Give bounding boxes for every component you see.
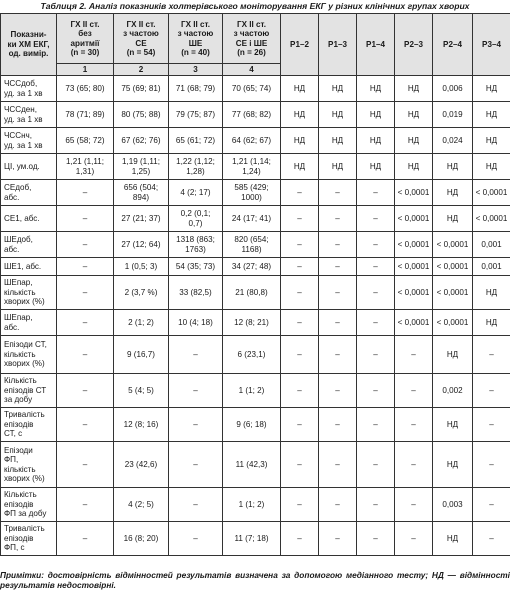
p-value-cell: НД	[433, 336, 473, 374]
group-value-cell: –	[169, 442, 223, 488]
p-value-cell: НД	[433, 180, 473, 206]
group-value-cell: 65 (58; 72)	[57, 128, 114, 154]
group-value-cell: –	[169, 374, 223, 408]
p-value-cell: < 0,0001	[395, 258, 433, 276]
p-value-cell: –	[395, 488, 433, 522]
group-value-cell: 16 (8; 20)	[114, 522, 169, 556]
group-value-cell: 11 (42,3)	[223, 442, 281, 488]
table-row	[1, 522, 510, 556]
table-body	[1, 76, 510, 556]
group-value-cell: 21 (80,8)	[223, 276, 281, 310]
p-value-cell: НД	[357, 128, 395, 154]
p-value-cell: НД	[319, 128, 357, 154]
p-value-cell: НД	[357, 102, 395, 128]
p-value-cell: –	[281, 276, 319, 310]
p-value-cell: –	[357, 276, 395, 310]
p-value-cell: –	[319, 374, 357, 408]
group-value-cell: –	[169, 488, 223, 522]
group-value-cell: –	[57, 258, 114, 276]
group-value-cell: 1,22 (1,12; 1,28)	[169, 154, 223, 180]
group-value-cell: 1318 (863; 1763)	[169, 232, 223, 258]
group-value-cell: 80 (75; 88)	[114, 102, 169, 128]
group-value-cell: 1 (1; 2)	[223, 488, 281, 522]
p-value-cell: –	[319, 408, 357, 442]
table-row	[1, 232, 510, 258]
row-label: Тривалість епізодів СТ, с	[1, 408, 57, 442]
p-value-cell: –	[357, 488, 395, 522]
group-value-cell: 54 (35; 73)	[169, 258, 223, 276]
p-value-cell: НД	[433, 154, 473, 180]
group-value-cell: –	[57, 206, 114, 232]
group-header: ГХ ІІ ст. з частою ШЕ (n = 40)	[169, 14, 223, 64]
group-value-cell: –	[57, 336, 114, 374]
p-value-cell: –	[357, 258, 395, 276]
p-value-cell: НД	[357, 76, 395, 102]
group-header: ГХ ІІ ст. без аритмії (n = 30)	[57, 14, 114, 64]
p-value-cell: < 0,0001	[433, 258, 473, 276]
group-value-cell: 27 (21; 37)	[114, 206, 169, 232]
p-value-cell: НД	[319, 76, 357, 102]
group-value-cell: 11 (7; 18)	[223, 522, 281, 556]
p-value-cell: –	[281, 258, 319, 276]
param-header: Показни- ки ХМ ЕКГ, од. вимір.	[1, 14, 57, 76]
p-value-cell: < 0,0001	[395, 276, 433, 310]
group-value-cell: 6 (23,1)	[223, 336, 281, 374]
p-value-cell: НД	[395, 76, 433, 102]
row-label: ШЕ1, абс.	[1, 258, 57, 276]
table-row	[1, 128, 510, 154]
p-value-cell: 0,024	[433, 128, 473, 154]
table-row	[1, 102, 510, 128]
group-value-cell: 33 (82,5)	[169, 276, 223, 310]
group-number: 3	[169, 64, 223, 76]
p-value-cell: –	[319, 276, 357, 310]
p-value-cell: –	[281, 206, 319, 232]
group-value-cell: 12 (8; 21)	[223, 310, 281, 336]
group-value-cell: 1 (0,5; 3)	[114, 258, 169, 276]
p-value-cell: –	[357, 206, 395, 232]
p-value-cell: 0,019	[433, 102, 473, 128]
group-value-cell: –	[57, 374, 114, 408]
group-value-cell: 27 (12; 64)	[114, 232, 169, 258]
p-value-cell: –	[319, 180, 357, 206]
group-value-cell: 65 (61; 72)	[169, 128, 223, 154]
table-row	[1, 374, 510, 408]
p-value-cell: –	[473, 522, 510, 556]
p-value-cell: –	[319, 258, 357, 276]
p-value-cell: –	[281, 488, 319, 522]
p-value-cell: 0,001	[473, 258, 510, 276]
group-value-cell: –	[57, 488, 114, 522]
table-title: Таблиця 2. Аналіз показників холтерівського моніторування ЕКГ у різних клінічних групах хворих	[40, 1, 470, 11]
p-value-cell: –	[357, 408, 395, 442]
group-value-cell: 9 (6; 18)	[223, 408, 281, 442]
group-value-cell: 585 (429; 1000)	[223, 180, 281, 206]
p-header: Р3–4	[473, 14, 510, 76]
group-value-cell: –	[57, 180, 114, 206]
p-value-cell: –	[319, 488, 357, 522]
p-value-cell: < 0,0001	[433, 276, 473, 310]
group-value-cell: 1,21 (1,14; 1,24)	[223, 154, 281, 180]
p-value-cell: < 0,0001	[395, 180, 433, 206]
group-value-cell: –	[57, 408, 114, 442]
row-label: ЧССден, уд. за 1 хв	[1, 102, 57, 128]
p-value-cell: 0,003	[433, 488, 473, 522]
group-value-cell: 1,19 (1,11; 1,25)	[114, 154, 169, 180]
row-label: ЦІ, ум.од.	[1, 154, 57, 180]
p-value-cell: –	[395, 336, 433, 374]
group-number: 4	[223, 64, 281, 76]
p-value-cell: 0,002	[433, 374, 473, 408]
table-row	[1, 76, 510, 102]
group-value-cell: 4 (2; 5)	[114, 488, 169, 522]
p-value-cell: НД	[395, 128, 433, 154]
p-value-cell: НД	[473, 154, 510, 180]
group-value-cell: –	[57, 276, 114, 310]
p-value-cell: НД	[395, 154, 433, 180]
p-header: Р2–4	[433, 14, 473, 76]
p-value-cell: –	[357, 232, 395, 258]
p-value-cell: –	[473, 408, 510, 442]
group-value-cell: 12 (8; 16)	[114, 408, 169, 442]
group-value-cell: 70 (65; 74)	[223, 76, 281, 102]
p-value-cell: –	[281, 374, 319, 408]
p-value-cell: < 0,0001	[395, 232, 433, 258]
p-value-cell: НД	[473, 310, 510, 336]
table-row	[1, 180, 510, 206]
p-value-cell: НД	[281, 128, 319, 154]
row-label: Кількість епізодів СТ за добу	[1, 374, 57, 408]
holter-table	[0, 13, 510, 556]
p-value-cell: НД	[473, 102, 510, 128]
table-row	[1, 408, 510, 442]
p-value-cell: –	[473, 488, 510, 522]
p-value-cell: НД	[357, 154, 395, 180]
p-value-cell: < 0,0001	[395, 206, 433, 232]
p-value-cell: –	[281, 232, 319, 258]
p-header: Р1–4	[357, 14, 395, 76]
table-row	[1, 258, 510, 276]
group-value-cell: 64 (62; 67)	[223, 128, 281, 154]
group-value-cell: 23 (42,6)	[114, 442, 169, 488]
group-header: ГХ ІІ ст. з частою СЕ (n = 54)	[114, 14, 169, 64]
group-number: 1	[57, 64, 114, 76]
group-header: ГХ ІІ ст. з частою СЕ і ШЕ (n = 26)	[223, 14, 281, 64]
group-value-cell: 75 (69; 81)	[114, 76, 169, 102]
p-value-cell: –	[281, 408, 319, 442]
table-row	[1, 206, 510, 232]
table-notes: Примітки: достовірність відмінностей результатів визначена за допомогою медіанного тесту; НД — відмінності результатів недостовірні.	[0, 570, 510, 590]
p-value-cell: –	[319, 310, 357, 336]
group-value-cell: 9 (16,7)	[114, 336, 169, 374]
p-header: Р1–2	[281, 14, 319, 76]
table-row	[1, 336, 510, 374]
p-value-cell: –	[319, 522, 357, 556]
p-value-cell: –	[395, 408, 433, 442]
table-row	[1, 310, 510, 336]
p-value-cell: НД	[433, 408, 473, 442]
group-value-cell: 5 (4; 5)	[114, 374, 169, 408]
p-value-cell: –	[357, 310, 395, 336]
row-label: ЧССнч, уд. за 1 хв	[1, 128, 57, 154]
p-value-cell: –	[281, 310, 319, 336]
p-value-cell: НД	[473, 276, 510, 310]
group-value-cell: 0,2 (0,1; 0,7)	[169, 206, 223, 232]
group-value-cell: 820 (654; 1168)	[223, 232, 281, 258]
group-value-cell: –	[169, 408, 223, 442]
group-value-cell: 73 (65; 80)	[57, 76, 114, 102]
group-value-cell: 2 (3,7 %)	[114, 276, 169, 310]
p-value-cell: –	[357, 442, 395, 488]
p-value-cell: НД	[433, 442, 473, 488]
p-value-cell: –	[357, 522, 395, 556]
row-label: Кількість епізодів ФП за добу	[1, 488, 57, 522]
table-row	[1, 488, 510, 522]
table-row	[1, 276, 510, 310]
group-value-cell: –	[57, 232, 114, 258]
group-value-cell: –	[57, 310, 114, 336]
row-label: ШЕпар, абс.	[1, 310, 57, 336]
row-label: Тривалість епізодів ФП, с	[1, 522, 57, 556]
row-label: СЕ1, абс.	[1, 206, 57, 232]
group-value-cell: 67 (62; 76)	[114, 128, 169, 154]
p-value-cell: < 0,0001	[433, 232, 473, 258]
group-value-cell: –	[57, 442, 114, 488]
group-value-cell: 656 (504; 894)	[114, 180, 169, 206]
table-row	[1, 154, 510, 180]
p-value-cell: 0,001	[473, 232, 510, 258]
p-value-cell: –	[473, 336, 510, 374]
p-value-cell: < 0,0001	[395, 310, 433, 336]
p-value-cell: –	[281, 180, 319, 206]
group-number: 2	[114, 64, 169, 76]
p-value-cell: 0,006	[433, 76, 473, 102]
header-row	[1, 14, 510, 64]
row-label: ШЕпар, кількість хворих (%)	[1, 276, 57, 310]
group-value-cell: 1,21 (1,11; 1,31)	[57, 154, 114, 180]
group-value-cell: 71 (68; 79)	[169, 76, 223, 102]
p-value-cell: НД	[319, 154, 357, 180]
group-value-cell: 1 (1; 2)	[223, 374, 281, 408]
p-value-cell: < 0,0001	[473, 180, 510, 206]
p-value-cell: НД	[395, 102, 433, 128]
p-value-cell: НД	[433, 206, 473, 232]
p-value-cell: –	[357, 374, 395, 408]
row-label: Епізоди СТ, кількість хворих (%)	[1, 336, 57, 374]
p-value-cell: НД	[473, 128, 510, 154]
p-value-cell: –	[319, 336, 357, 374]
p-value-cell: –	[281, 336, 319, 374]
group-value-cell: 34 (27; 48)	[223, 258, 281, 276]
p-header: Р2–3	[395, 14, 433, 76]
row-label: ЧССдоб, уд. за 1 хв	[1, 76, 57, 102]
row-label: Епізоди ФП, кількість хворих (%)	[1, 442, 57, 488]
p-value-cell: < 0,0001	[473, 206, 510, 232]
p-value-cell: НД	[281, 76, 319, 102]
row-label: СЕдоб, абс.	[1, 180, 57, 206]
p-value-cell: –	[473, 374, 510, 408]
group-value-cell: 4 (2; 17)	[169, 180, 223, 206]
p-value-cell: –	[319, 442, 357, 488]
p-value-cell: –	[319, 206, 357, 232]
table-row	[1, 442, 510, 488]
group-value-cell: 77 (68; 82)	[223, 102, 281, 128]
p-value-cell: –	[281, 522, 319, 556]
p-value-cell: НД	[473, 76, 510, 102]
p-value-cell: –	[395, 522, 433, 556]
group-value-cell: 2 (1; 2)	[114, 310, 169, 336]
group-value-cell: –	[169, 336, 223, 374]
p-value-cell: НД	[281, 154, 319, 180]
p-value-cell: –	[357, 180, 395, 206]
group-value-cell: 78 (71; 89)	[57, 102, 114, 128]
p-value-cell: –	[281, 442, 319, 488]
p-value-cell: –	[473, 442, 510, 488]
row-label: ШЕдоб, абс.	[1, 232, 57, 258]
p-value-cell: НД	[433, 522, 473, 556]
p-value-cell: –	[395, 374, 433, 408]
group-value-cell: –	[169, 522, 223, 556]
p-value-cell: –	[395, 442, 433, 488]
p-value-cell: –	[357, 336, 395, 374]
group-value-cell: 79 (75; 87)	[169, 102, 223, 128]
p-value-cell: –	[319, 232, 357, 258]
p-value-cell: НД	[319, 102, 357, 128]
group-value-cell: 10 (4; 18)	[169, 310, 223, 336]
p-value-cell: НД	[281, 102, 319, 128]
group-value-cell: –	[57, 522, 114, 556]
p-header: Р1–3	[319, 14, 357, 76]
p-value-cell: < 0,0001	[433, 310, 473, 336]
group-value-cell: 24 (17; 41)	[223, 206, 281, 232]
